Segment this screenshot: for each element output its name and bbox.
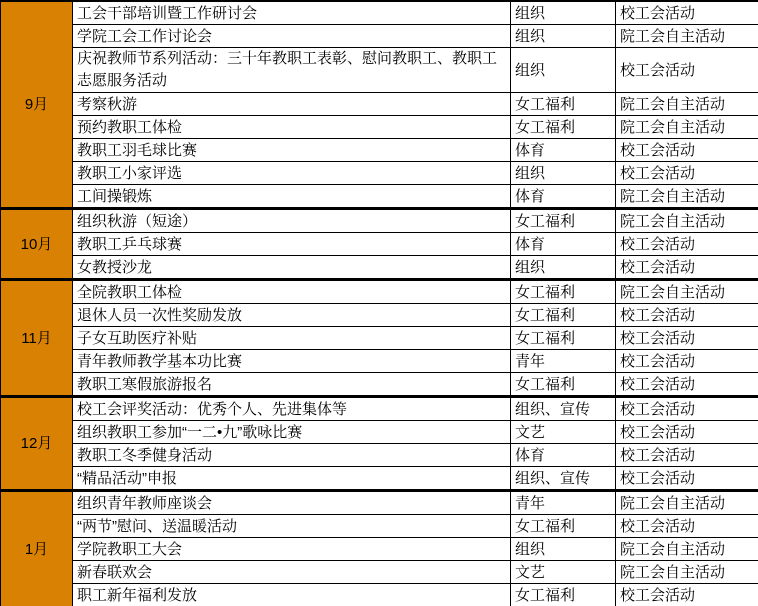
activity-cell[interactable]: 校工会评奖活动：优秀个人、先进集体等 xyxy=(73,397,511,421)
type-cell[interactable]: 校工会活动 xyxy=(616,233,758,256)
table-row xyxy=(1,538,758,561)
category-cell[interactable]: 女工福利 xyxy=(511,93,616,116)
activity-cell[interactable]: 组织青年教师座谈会 xyxy=(73,491,511,515)
table-row xyxy=(1,93,758,116)
category-cell[interactable]: 体育 xyxy=(511,139,616,162)
activity-cell[interactable]: 子女互助医疗补贴 xyxy=(73,327,511,350)
table-row xyxy=(1,397,758,421)
category-cell[interactable]: 体育 xyxy=(511,444,616,467)
month-cell[interactable]: 12月 xyxy=(1,397,73,491)
table-row xyxy=(1,233,758,256)
type-cell[interactable]: 院工会自主活动 xyxy=(616,491,758,515)
table-row xyxy=(1,515,758,538)
table-row xyxy=(1,116,758,139)
table-row xyxy=(1,491,758,515)
type-cell[interactable]: 院工会自主活动 xyxy=(616,93,758,116)
type-cell[interactable]: 校工会活动 xyxy=(616,515,758,538)
category-cell[interactable]: 体育 xyxy=(511,185,616,209)
activity-cell[interactable]: “两节”慰问、送温暖活动 xyxy=(73,515,511,538)
table-row xyxy=(1,373,758,397)
category-cell[interactable]: 青年 xyxy=(511,350,616,373)
activity-cell[interactable]: 教职工寒假旅游报名 xyxy=(73,373,511,397)
type-cell[interactable]: 校工会活动 xyxy=(616,48,758,93)
table-row xyxy=(1,1,758,25)
category-cell[interactable]: 女工福利 xyxy=(511,116,616,139)
type-cell[interactable]: 院工会自主活动 xyxy=(616,538,758,561)
table-row xyxy=(1,280,758,304)
category-cell[interactable]: 女工福利 xyxy=(511,373,616,397)
table-row xyxy=(1,467,758,491)
table-row xyxy=(1,25,758,48)
type-cell[interactable]: 院工会自主活动 xyxy=(616,25,758,48)
type-cell[interactable]: 院工会自主活动 xyxy=(616,116,758,139)
table-row xyxy=(1,561,758,584)
table-row xyxy=(1,327,758,350)
category-cell[interactable]: 女工福利 xyxy=(511,584,616,606)
category-cell[interactable]: 组织 xyxy=(511,256,616,280)
activity-cell[interactable]: 学院教职工大会 xyxy=(73,538,511,561)
category-cell[interactable]: 女工福利 xyxy=(511,280,616,304)
type-cell[interactable]: 校工会活动 xyxy=(616,444,758,467)
table-row xyxy=(1,444,758,467)
activity-cell[interactable]: 学院工会工作讨论会 xyxy=(73,25,511,48)
type-cell[interactable]: 院工会自主活动 xyxy=(616,280,758,304)
month-cell[interactable]: 1月 xyxy=(1,491,73,606)
type-cell[interactable]: 校工会活动 xyxy=(616,397,758,421)
activity-cell[interactable]: 全院教职工体检 xyxy=(73,280,511,304)
activity-cell[interactable]: 预约教职工体检 xyxy=(73,116,511,139)
activity-cell[interactable]: 教职工乒乓球赛 xyxy=(73,233,511,256)
table-row xyxy=(1,209,758,233)
month-cell[interactable]: 11月 xyxy=(1,280,73,397)
category-cell[interactable]: 文艺 xyxy=(511,421,616,444)
table-row xyxy=(1,584,758,606)
table-row xyxy=(1,48,758,93)
type-cell[interactable]: 校工会活动 xyxy=(616,584,758,606)
type-cell[interactable]: 校工会活动 xyxy=(616,304,758,327)
activity-cell[interactable]: 工会干部培训暨工作研讨会 xyxy=(73,1,511,25)
category-cell[interactable]: 组织 xyxy=(511,48,616,93)
category-cell[interactable]: 女工福利 xyxy=(511,327,616,350)
month-cell[interactable]: 9月 xyxy=(1,1,73,209)
type-cell[interactable]: 校工会活动 xyxy=(616,256,758,280)
table-row xyxy=(1,304,758,327)
activity-cell[interactable]: 考察秋游 xyxy=(73,93,511,116)
activity-cell[interactable]: 组织教职工参加“一二•九”歌咏比赛 xyxy=(73,421,511,444)
activity-cell[interactable]: 退休人员一次性奖励发放 xyxy=(73,304,511,327)
type-cell[interactable]: 校工会活动 xyxy=(616,421,758,444)
table-row xyxy=(1,162,758,185)
schedule-table-body xyxy=(1,1,758,606)
category-cell[interactable]: 组织、宣传 xyxy=(511,397,616,421)
type-cell[interactable]: 校工会活动 xyxy=(616,139,758,162)
table-row xyxy=(1,350,758,373)
category-cell[interactable]: 青年 xyxy=(511,491,616,515)
activity-cell[interactable]: 女教授沙龙 xyxy=(73,256,511,280)
category-cell[interactable]: 女工福利 xyxy=(511,304,616,327)
type-cell[interactable]: 院工会自主活动 xyxy=(616,185,758,209)
activity-cell[interactable]: 教职工羽毛球比赛 xyxy=(73,139,511,162)
activity-cell[interactable]: 组织秋游（短途） xyxy=(73,209,511,233)
activity-cell[interactable]: 庆祝教师节系列活动：三十年教职工表彰、慰问教职工、教职工志愿服务活动 xyxy=(73,48,511,93)
activity-cell[interactable]: 新春联欢会 xyxy=(73,561,511,584)
table-row xyxy=(1,256,758,280)
category-cell[interactable]: 女工福利 xyxy=(511,209,616,233)
category-cell[interactable]: 组织 xyxy=(511,162,616,185)
type-cell[interactable]: 校工会活动 xyxy=(616,162,758,185)
category-cell[interactable]: 组织、宣传 xyxy=(511,467,616,491)
type-cell[interactable]: 院工会自主活动 xyxy=(616,561,758,584)
type-cell[interactable]: 校工会活动 xyxy=(616,373,758,397)
category-cell[interactable]: 文艺 xyxy=(511,561,616,584)
type-cell[interactable]: 院工会自主活动 xyxy=(616,209,758,233)
activity-cell[interactable]: “精品活动”申报 xyxy=(73,467,511,491)
activity-cell[interactable]: 工间操锻炼 xyxy=(73,185,511,209)
table-row xyxy=(1,139,758,162)
category-cell[interactable]: 女工福利 xyxy=(511,515,616,538)
activity-cell[interactable]: 教职工冬季健身活动 xyxy=(73,444,511,467)
category-cell[interactable]: 组织 xyxy=(511,25,616,48)
activity-cell[interactable]: 职工新年福利发放 xyxy=(73,584,511,606)
table-row xyxy=(1,421,758,444)
type-cell[interactable]: 校工会活动 xyxy=(616,327,758,350)
type-cell[interactable]: 校工会活动 xyxy=(616,1,758,25)
category-cell[interactable]: 组织 xyxy=(511,1,616,25)
activity-cell[interactable]: 教职工小家评选 xyxy=(73,162,511,185)
type-cell[interactable]: 校工会活动 xyxy=(616,350,758,373)
category-cell[interactable]: 组织 xyxy=(511,538,616,561)
activity-cell[interactable]: 青年教师教学基本功比赛 xyxy=(73,350,511,373)
table-row xyxy=(1,185,758,209)
type-cell[interactable]: 校工会活动 xyxy=(616,467,758,491)
month-cell[interactable]: 10月 xyxy=(1,209,73,280)
category-cell[interactable]: 体育 xyxy=(511,233,616,256)
